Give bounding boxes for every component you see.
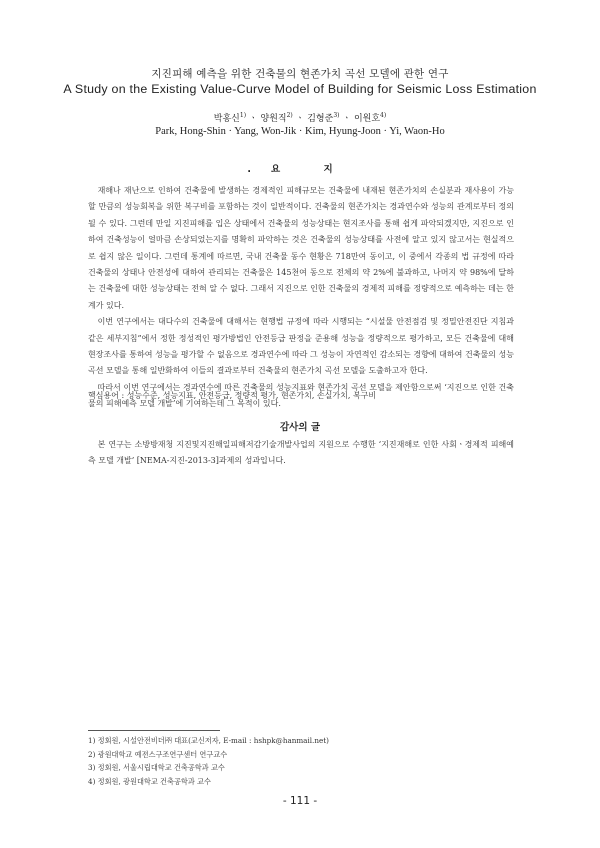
footnotes (88, 734, 514, 788)
acknowledgement-heading: 감사의 글 (279, 422, 320, 433)
author-mark: 4) (380, 112, 387, 119)
footnote-item: 3) 정회원, 서울시립대학교 건축공학과 교수 (88, 763, 225, 773)
page-number: - 111 - (282, 795, 318, 807)
author-name: 이원호 (353, 114, 381, 124)
author-separator: ㆍ (248, 114, 258, 124)
abstract-body (88, 183, 514, 413)
author-name: 박홍신 (213, 114, 240, 124)
footnote-item: 4) 정회원, 광원대학교 건축공학과 교수 (88, 776, 211, 786)
author-mark: 3) (333, 112, 340, 119)
paper-title-english: A Study on the Existing Value-Curve Model of Building for Seismic Loss Estimation (63, 82, 537, 96)
abstract-heading: .요 지 (247, 164, 353, 175)
abstract-paragraph: 재해나 재난으로 인하여 건축물에 발생하는 경제적인 피해규모는 건축물에 내재된 현존가치의 손실분과 재사용이 가능할 만큼의 성능회복을 위한 복구비를 포함하는 것이 일반적이다. 건축물의 현존가치는 경과연수와 성능의 관계로부터 정의될 수 있다. 그런데 만일 지진피해를 입은 상태에서 건축물의 성능상태는 현지조사를 통해 쉽게 파악되겠지만, 지진으로 인하여 건축성능이 얼마큼 손상되었는지를 명확히 파악하는 것은 건축물의 성능상태를 사전에 알고 있지 않고서는 현실적으로 쉽지 않은 일이다. 그런데 통계에 따르면, 국내 건축물 동수 현황은 718만여 동이고, 이 중에서 각종의 법 규정에 따라 건축물의 상태나 안전성에 대하여 관리되는 건축물은 145천여 동으로 전체의 약 2%에 불과하고, 나머지 약 98%에 달하는 건축물에 대한 성능상태는 전혀 알 수 없다. 그래서 지진으로 인한 건축물의 경제적 피해를 정량적으로 예측하는 데는 한계가 있다. (88, 186, 514, 310)
author-mark: 2) (286, 112, 293, 119)
paper-title-korean: 지진피해 예측을 위한 건축물의 현존가치 곡선 모델에 관한 연구 (151, 68, 449, 80)
keywords: 핵심용어 : 성능수준, 성능지표, 안전등급, 정량적 평가, 현존가치, 손실가치, 복구비 (88, 391, 377, 400)
author-name: 김형준 (307, 114, 334, 124)
author-mark: 1) (239, 112, 247, 119)
footnote-divider (88, 730, 220, 731)
acknowledgement-body (88, 437, 514, 470)
author-separator: ㆍ (295, 114, 305, 124)
abstract-paragraph: 따라서 이번 연구에서는 경과연수에 따른 건축물의 성능지표와 현존가치 곡선 모델을 제안함으로써 ‘지진으로 인한 건축물의 피해예측 모델 개발’에 기여하는데 그 목적이 있다. (88, 382, 514, 409)
footnote-item: 1) 정회원, 시설안전비더㈜ 대표(교신저자, E-mail : hshpk@hanmail.net) (88, 736, 329, 745)
authors-korean (0, 111, 600, 124)
author-name: 양원직 (260, 114, 287, 124)
acknowledgement-text: 본 연구는 소방방재청 지진및지진해일피해저감기술개발사업의 지원으로 수행한 ‘지진재해로 인한 사회ㆍ경제적 피해예측 모델 개발’ [NEMA-지진-2013-3]과제의 성과입니다. (88, 440, 514, 466)
footnote-item: 2) 광원대학교 예젼스구조연구센터 연구교수 (88, 749, 228, 759)
author-separator: ㆍ (342, 114, 352, 124)
abstract-paragraph: 이번 연구에서는 대다수의 건축물에 대해서는 현행법 규정에 따라 시행되는 “시설물 안전점검 및 정밀안전진단 지침과 같은 세부지침”에서 정한 정성적인 평가방법인 안전등급 판정을 준용해 성능을 정량적으로 평가하고, 모든 건축물에 대해 현장조사를 통하여 성능을 평가할 수 없음으로 경과연수에 따라 그 성능이 자연적인 감소되는 경향에 대하여 건축물의 성능곡선 모델을 통해 일반화하여 이들의 결과로부터 건축물의 현존가치 곡선 모델을 도출하고자 한다. (88, 317, 514, 376)
authors-english: Park, Hong-Shin · Yang, Won-Jik · Kim, Hyung-Joon · Yi, Waon-Ho (155, 126, 445, 137)
